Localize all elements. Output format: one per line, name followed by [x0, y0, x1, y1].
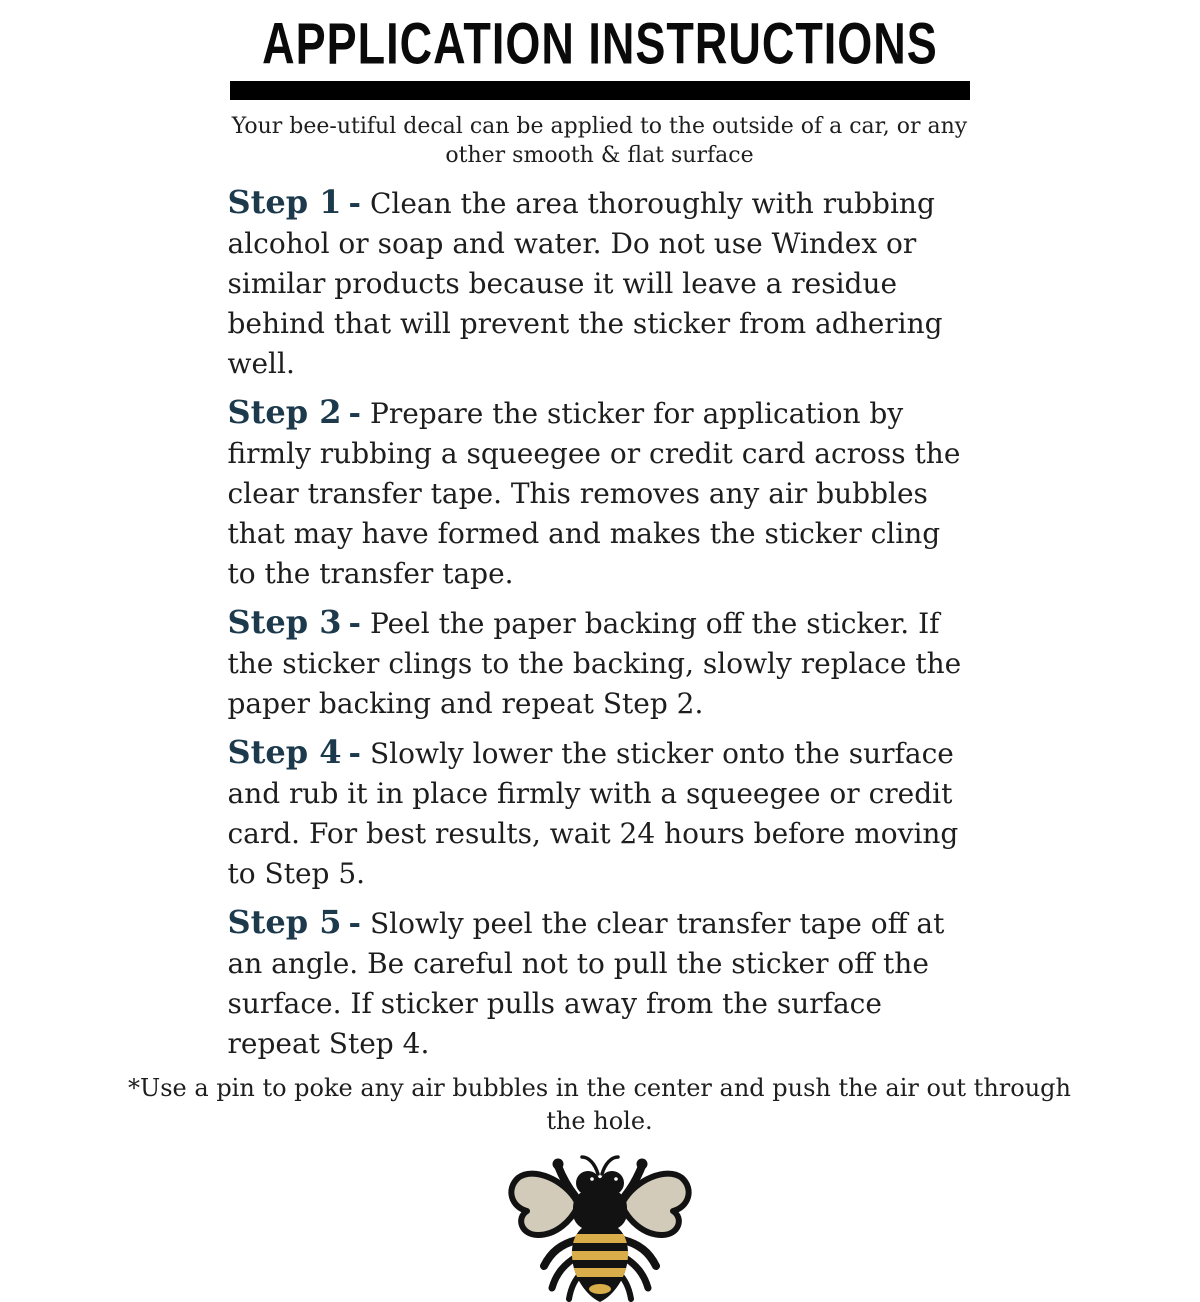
step-3-label: Step 3: [227, 603, 342, 641]
step-1-separator: -: [348, 186, 361, 221]
title-underline-bar: [230, 81, 970, 100]
step-3: [228, 602, 973, 724]
footnote: *Use a pin to poke any air bubbles in the center and push the air out through the hole.: [128, 1074, 1071, 1135]
step-2-label: Step 2: [227, 393, 342, 431]
step-3-separator: -: [348, 606, 361, 641]
step-2-text: Prepare the sticker for application by firmly rubbing a squeegee or credit card across the clear transfer tape. This removes any air bubbles that may have formed and makes the sticker cling to the transfer tape.: [227, 397, 961, 590]
step-4-label: Step 4: [227, 733, 342, 771]
page-title: APPLICATION INSTRUCTIONS: [262, 10, 938, 77]
step-1: [228, 182, 973, 384]
step-5-separator: -: [348, 906, 361, 941]
step-4: [228, 732, 973, 894]
instruction-sheet: [128, 0, 1071, 1302]
steps-list: [228, 182, 973, 1064]
step-2: [228, 392, 973, 594]
step-5: [228, 902, 973, 1064]
step-5-text: Slowly peel the clear transfer tape off at an angle. Be careful not to pull the sticker off the surface. If sticker pulls away from the surface repeat Step 4.: [227, 907, 945, 1060]
step-5-label: Step 5: [227, 903, 342, 941]
step-1-text: Clean the area thoroughly with rubbing alcohol or soap and water. Do not use Windex or similar products because it will leave a residue behind that will prevent the sticker from adhering well.: [227, 187, 943, 380]
step-4-separator: -: [348, 736, 361, 771]
step-4-text: Slowly lower the sticker onto the surface and rub it in place firmly with a squeegee or credit card. For best results, wait 24 hours before moving to Step 5.: [227, 737, 959, 890]
step-1-label: Step 1: [227, 183, 342, 221]
title-block: [228, 10, 973, 78]
bee-icon: [505, 1152, 695, 1302]
step-2-separator: -: [348, 396, 361, 431]
step-3-text: Peel the paper backing off the sticker. If the sticker clings to the backing, slowly replace the paper backing and repeat Step 2.: [227, 607, 962, 720]
subtitle: Your bee-utiful decal can be applied to the outside of a car, or any other smooth & flat surface: [231, 114, 968, 168]
